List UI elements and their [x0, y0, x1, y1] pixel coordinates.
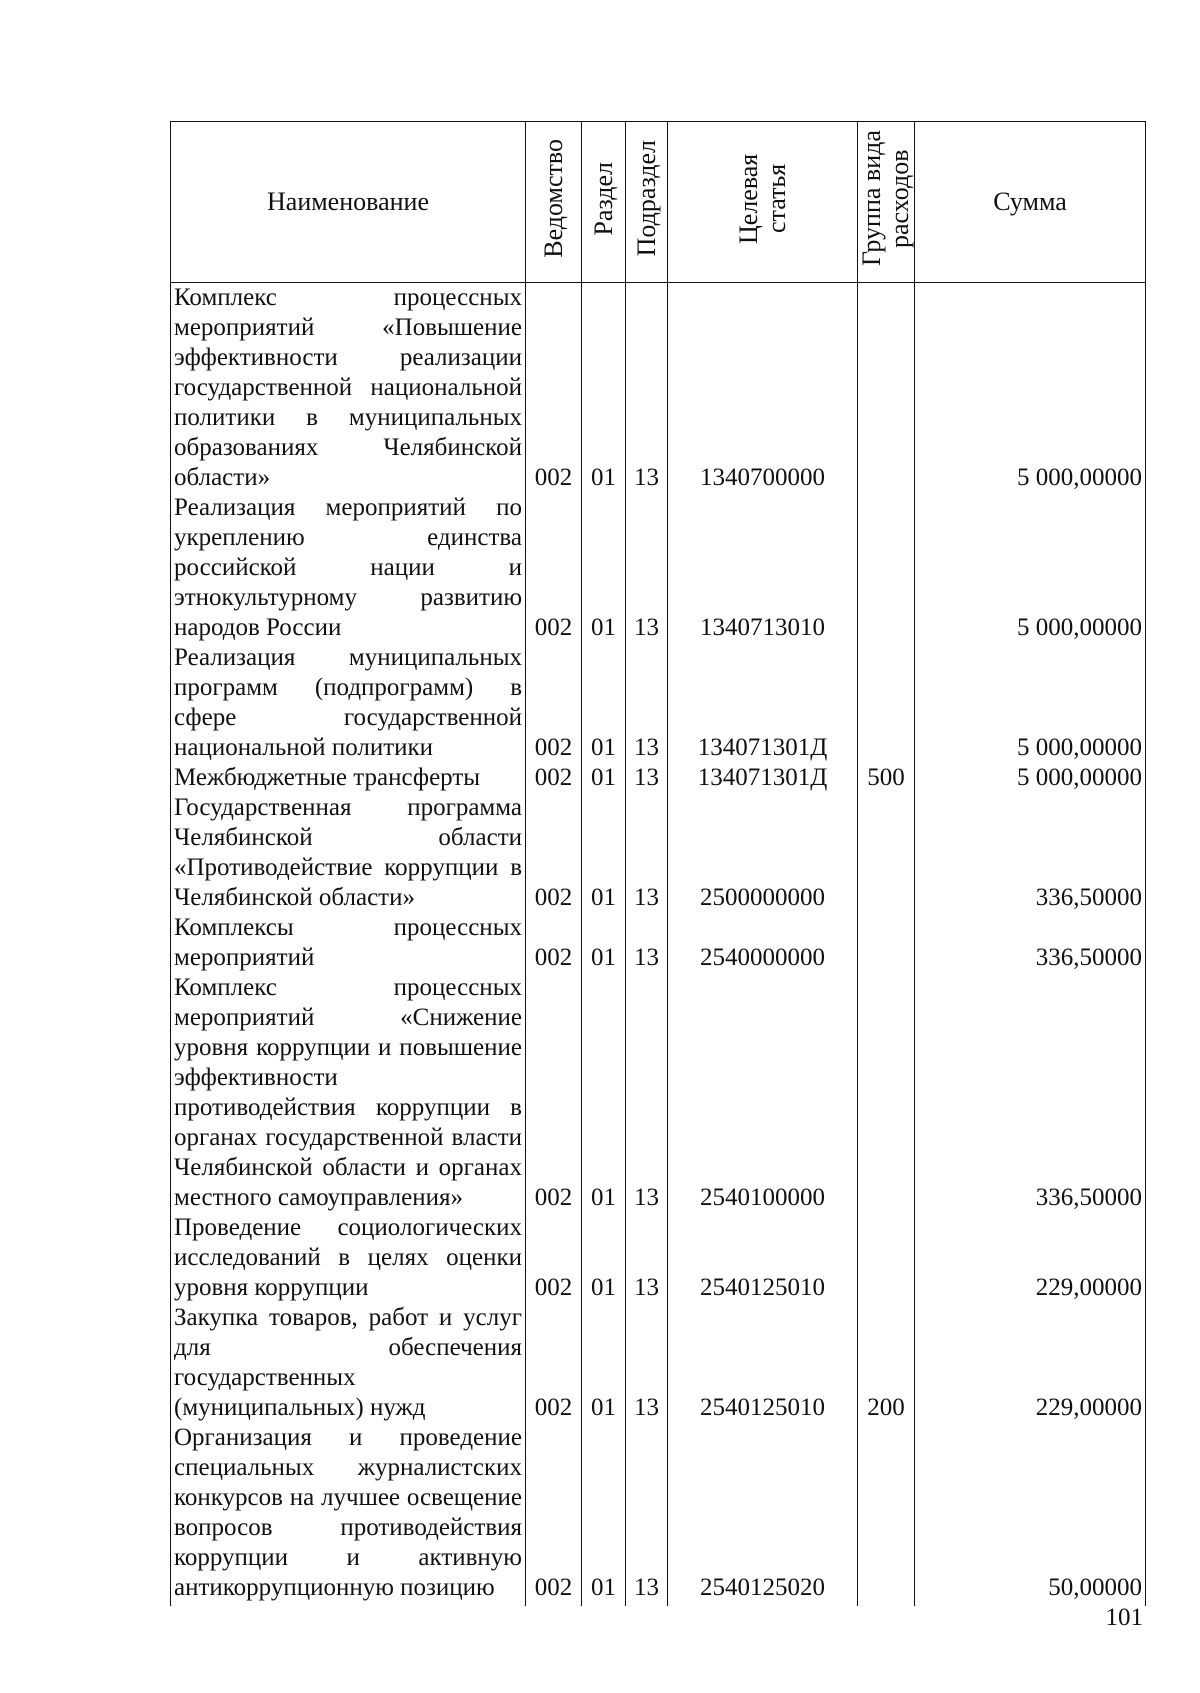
header-celevaya-statya: Целевая статья — [668, 122, 858, 283]
cell-name: Организация и проведение специальных журналистских конкурсов на лучшее освещение вопросов противодействия коррупции и активную антикоррупционную позицию — [171, 1423, 526, 1606]
cell-name: Межбюджетные трансферты — [171, 763, 526, 793]
header-name: Наименование — [171, 122, 526, 283]
cell-gruppa — [858, 973, 915, 1213]
table-row — [171, 1303, 1146, 1423]
cell-summa: 5 000,00000 — [915, 763, 1146, 793]
cell-summa: 5 000,00000 — [915, 643, 1146, 763]
table-row — [171, 493, 1146, 643]
cell-celevaya-statya: 2540125010 — [668, 1213, 858, 1303]
cell-summa: 229,00000 — [915, 1303, 1146, 1423]
page-number: 101 — [1105, 1604, 1143, 1631]
table-row — [171, 283, 1146, 494]
cell-summa: 50,00000 — [915, 1423, 1146, 1606]
cell-summa: 229,00000 — [915, 1213, 1146, 1303]
table-row — [171, 1423, 1146, 1606]
cell-podrazdel: 13 — [626, 283, 668, 494]
cell-podrazdel: 13 — [626, 973, 668, 1213]
cell-vedomstvo: 002 — [526, 793, 582, 913]
cell-razdel: 01 — [582, 493, 626, 643]
cell-podrazdel: 13 — [626, 1303, 668, 1423]
cell-razdel: 01 — [582, 973, 626, 1213]
cell-vedomstvo: 002 — [526, 643, 582, 763]
cell-podrazdel: 13 — [626, 643, 668, 763]
cell-summa: 5 000,00000 — [915, 493, 1146, 643]
cell-celevaya-statya: 2500000000 — [668, 793, 858, 913]
cell-vedomstvo: 002 — [526, 763, 582, 793]
cell-podrazdel: 13 — [626, 1213, 668, 1303]
table-row — [171, 913, 1146, 973]
cell-celevaya-statya: 2540100000 — [668, 973, 858, 1213]
cell-vedomstvo: 002 — [526, 973, 582, 1213]
cell-gruppa — [858, 913, 915, 973]
table-header-row — [171, 122, 1146, 283]
cell-gruppa: 200 — [858, 1303, 915, 1423]
cell-gruppa — [858, 643, 915, 763]
header-vedomstvo: Ведомство — [526, 122, 582, 283]
cell-name: Закупка товаров, работ и услуг для обеспечения государственных (муниципальных) нужд — [171, 1303, 526, 1423]
cell-celevaya-statya: 2540125020 — [668, 1423, 858, 1606]
cell-celevaya-statya: 2540125010 — [668, 1303, 858, 1423]
cell-vedomstvo: 002 — [526, 493, 582, 643]
cell-name: Государственная программа Челябинской области «Противодействие коррупции в Челябинской области» — [171, 793, 526, 913]
cell-name: Комплексы процессных мероприятий — [171, 913, 526, 973]
cell-razdel: 01 — [582, 1423, 626, 1606]
cell-vedomstvo: 002 — [526, 1423, 582, 1606]
cell-summa: 336,50000 — [915, 913, 1146, 973]
cell-razdel: 01 — [582, 793, 626, 913]
cell-celevaya-statya: 134071301Д — [668, 763, 858, 793]
cell-vedomstvo: 002 — [526, 1303, 582, 1423]
header-razdel: Раздел — [582, 122, 626, 283]
header-summa: Сумма — [915, 122, 1146, 283]
cell-gruppa — [858, 283, 915, 494]
cell-gruppa — [858, 493, 915, 643]
cell-gruppa — [858, 793, 915, 913]
cell-podrazdel: 13 — [626, 493, 668, 643]
cell-vedomstvo: 002 — [526, 1213, 582, 1303]
budget-table — [170, 121, 1146, 1606]
cell-celevaya-statya: 1340700000 — [668, 283, 858, 494]
header-gruppa-vida-rashodov: Группа вида расходов — [858, 122, 915, 283]
cell-summa: 336,50000 — [915, 973, 1146, 1213]
cell-podrazdel: 13 — [626, 793, 668, 913]
table-row — [171, 643, 1146, 763]
cell-razdel: 01 — [582, 1213, 626, 1303]
cell-podrazdel: 13 — [626, 1423, 668, 1606]
cell-gruppa — [858, 1423, 915, 1606]
cell-celevaya-statya: 134071301Д — [668, 643, 858, 763]
cell-name: Комплекс процессных мероприятий «Снижение уровня коррупции и повышение эффективности противодействия коррупции в органах государственной власти Челябинской области и органах местного самоуправления» — [171, 973, 526, 1213]
cell-gruppa: 500 — [858, 763, 915, 793]
cell-vedomstvo: 002 — [526, 283, 582, 494]
cell-razdel: 01 — [582, 1303, 626, 1423]
cell-celevaya-statya: 1340713010 — [668, 493, 858, 643]
cell-razdel: 01 — [582, 283, 626, 494]
cell-name: Реализация мероприятий по укреплению единства российской нации и этнокультурному развитию народов России — [171, 493, 526, 643]
cell-podrazdel: 13 — [626, 763, 668, 793]
table-row — [171, 763, 1146, 793]
table-body — [171, 283, 1146, 1607]
cell-summa: 336,50000 — [915, 793, 1146, 913]
cell-razdel: 01 — [582, 913, 626, 973]
cell-razdel: 01 — [582, 643, 626, 763]
cell-name: Реализация муниципальных программ (подпрограмм) в сфере государственной национальной политики — [171, 643, 526, 763]
cell-razdel: 01 — [582, 763, 626, 793]
cell-celevaya-statya: 2540000000 — [668, 913, 858, 973]
cell-gruppa — [858, 1213, 915, 1303]
cell-name: Проведение социологических исследований в целях оценки уровня коррупции — [171, 1213, 526, 1303]
cell-name: Комплекс процессных мероприятий «Повышение эффективности реализации государственной национальной политики в муниципальных образованиях Челябинской области» — [171, 283, 526, 494]
header-podrazdel: Подраздел — [626, 122, 668, 283]
table-row — [171, 1213, 1146, 1303]
cell-vedomstvo: 002 — [526, 913, 582, 973]
table-row — [171, 793, 1146, 913]
cell-summa: 5 000,00000 — [915, 283, 1146, 494]
cell-podrazdel: 13 — [626, 913, 668, 973]
table-row — [171, 973, 1146, 1213]
